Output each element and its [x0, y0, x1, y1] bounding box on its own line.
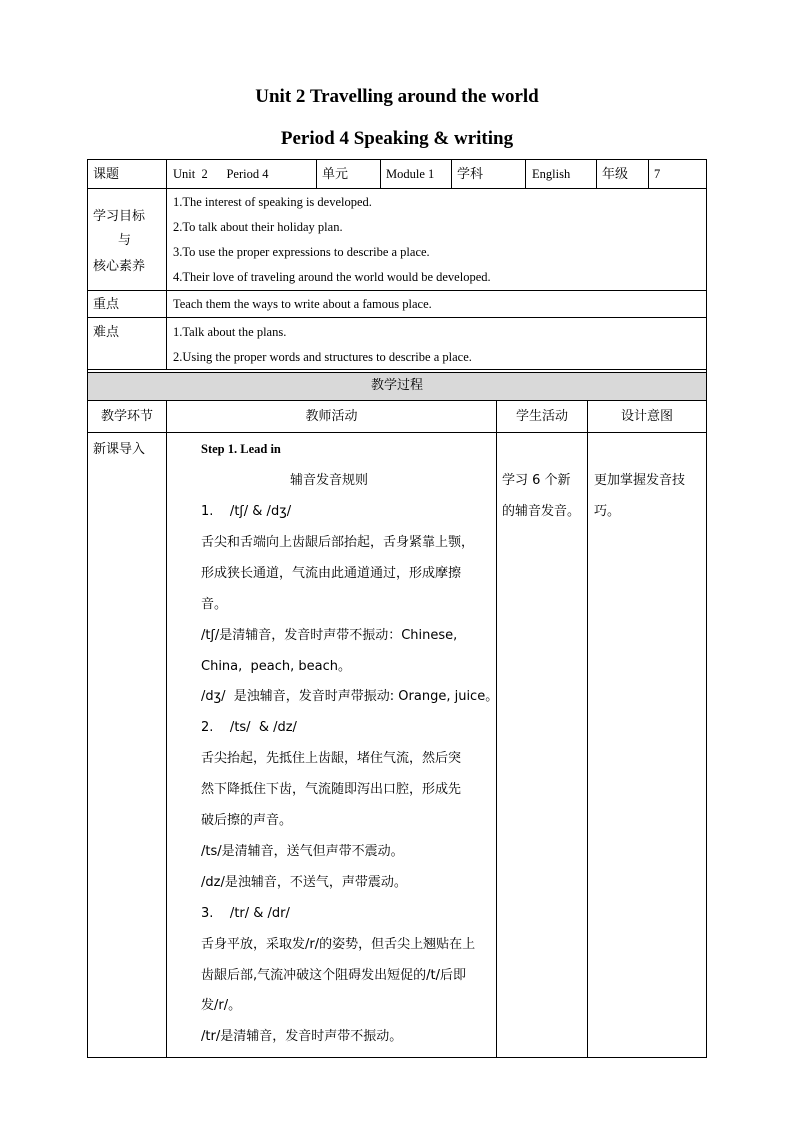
teacher-activity-line: 舌尖抬起，先抵住上齿龈，堵住气流，然后突 [201, 751, 462, 767]
teacher-activity-line: 3. /tr/ & /dr/ [201, 905, 290, 921]
objective-item: 2.To talk about their holiday plan. [173, 220, 343, 234]
key-point-text: Teach them the ways to write about a famous place. [173, 297, 432, 311]
topic-label: 课题 [93, 167, 120, 182]
student-activity-line: 的辅音发音。 [502, 504, 581, 519]
objectives-label-1: 学习目标 [93, 209, 146, 224]
document-title: Unit 2 Travelling around the world [255, 86, 539, 107]
column-header-stage: 教学环节 [100, 409, 153, 424]
column-header-intent: 设计意图 [620, 409, 673, 424]
column-header-student: 学生活动 [515, 409, 568, 424]
topic-value: Unit 2 Period 4 [173, 167, 269, 181]
objective-item: 4.Their love of traveling around the world would be developed. [173, 270, 491, 284]
teacher-activity-line: 2. /ts/ & /dz/ [201, 720, 297, 736]
student-activity-line: 学习 6 个新 [502, 473, 571, 488]
teacher-activity-line: 舌身平放，采取发/r/的姿势，但舌尖上翘贴在上 [201, 936, 476, 952]
stage-name: 新课导入 [93, 442, 146, 457]
key-point-label: 重点 [93, 297, 120, 312]
process-header: 教学过程 [370, 378, 423, 393]
step-title: Step 1. Lead in [201, 442, 281, 456]
teacher-activity-line: /dz/是浊辅音，不送气，声带震动。 [201, 874, 407, 890]
teacher-activity-line: 1. /tʃ/ & /dʒ/ [201, 504, 292, 519]
teacher-activity-line: 然下降抵住下齿，气流随即泻出口腔，形成先 [201, 782, 462, 798]
objectives-label-3: 核心素养 [93, 259, 146, 274]
teacher-activity-line: /ts/是清辅音，送气但声带不震动。 [201, 843, 404, 859]
teacher-activity-line: 齿龈后部,气流冲破这个阻碍发出短促的/t/后即 [201, 967, 466, 983]
teacher-activity-line: /tʃ/是清辅音，发音时声带不振动：Chinese, [201, 627, 458, 643]
teacher-activity-line: 发/r/。 [201, 998, 242, 1014]
design-intent-line: 巧。 [594, 504, 621, 519]
unit-label: 单元 [322, 167, 349, 182]
teacher-activity-line: 形成狭长通道，气流由此通道通过，形成摩擦 [201, 565, 462, 581]
teacher-activity-line: 舌尖和舌端向上齿龈后部抬起，舌身紧靠上颚， [201, 534, 475, 550]
unit-value: Module 1 [386, 167, 435, 181]
teacher-activity-line: 音。 [201, 596, 228, 612]
grade-value: 7 [654, 167, 661, 181]
objective-item: 1.The interest of speaking is developed. [173, 195, 372, 209]
document-subtitle: Period 4 Speaking & writing [280, 128, 514, 149]
teacher-activity-line: China, peach, beach。 [201, 658, 352, 674]
subject-label: 学科 [457, 167, 484, 182]
subject-value: English [532, 167, 571, 181]
teacher-activity-line: /tr/是清辅音，发音时声带不振动。 [201, 1029, 403, 1045]
difficulty-item: 1.Talk about the plans. [173, 325, 287, 339]
grade-label: 年级 [602, 167, 629, 182]
section-heading: 辅音发音规则 [290, 473, 369, 488]
objective-item: 3.To use the proper expressions to describe a place. [173, 245, 430, 259]
teacher-activity-line: /dʒ/ 是浊辅音，发音时声带振动: Orange, juice。 [201, 689, 499, 705]
column-header-teacher: 教师活动 [305, 409, 358, 424]
difficulty-item: 2.Using the proper words and structures to describe a place. [173, 350, 472, 364]
design-intent-line: 更加掌握发音技 [594, 473, 686, 488]
objectives-label-2: 与 [118, 233, 132, 248]
teacher-activity-line: 破后擦的声音。 [201, 813, 293, 828]
difficulty-label: 难点 [93, 325, 120, 340]
